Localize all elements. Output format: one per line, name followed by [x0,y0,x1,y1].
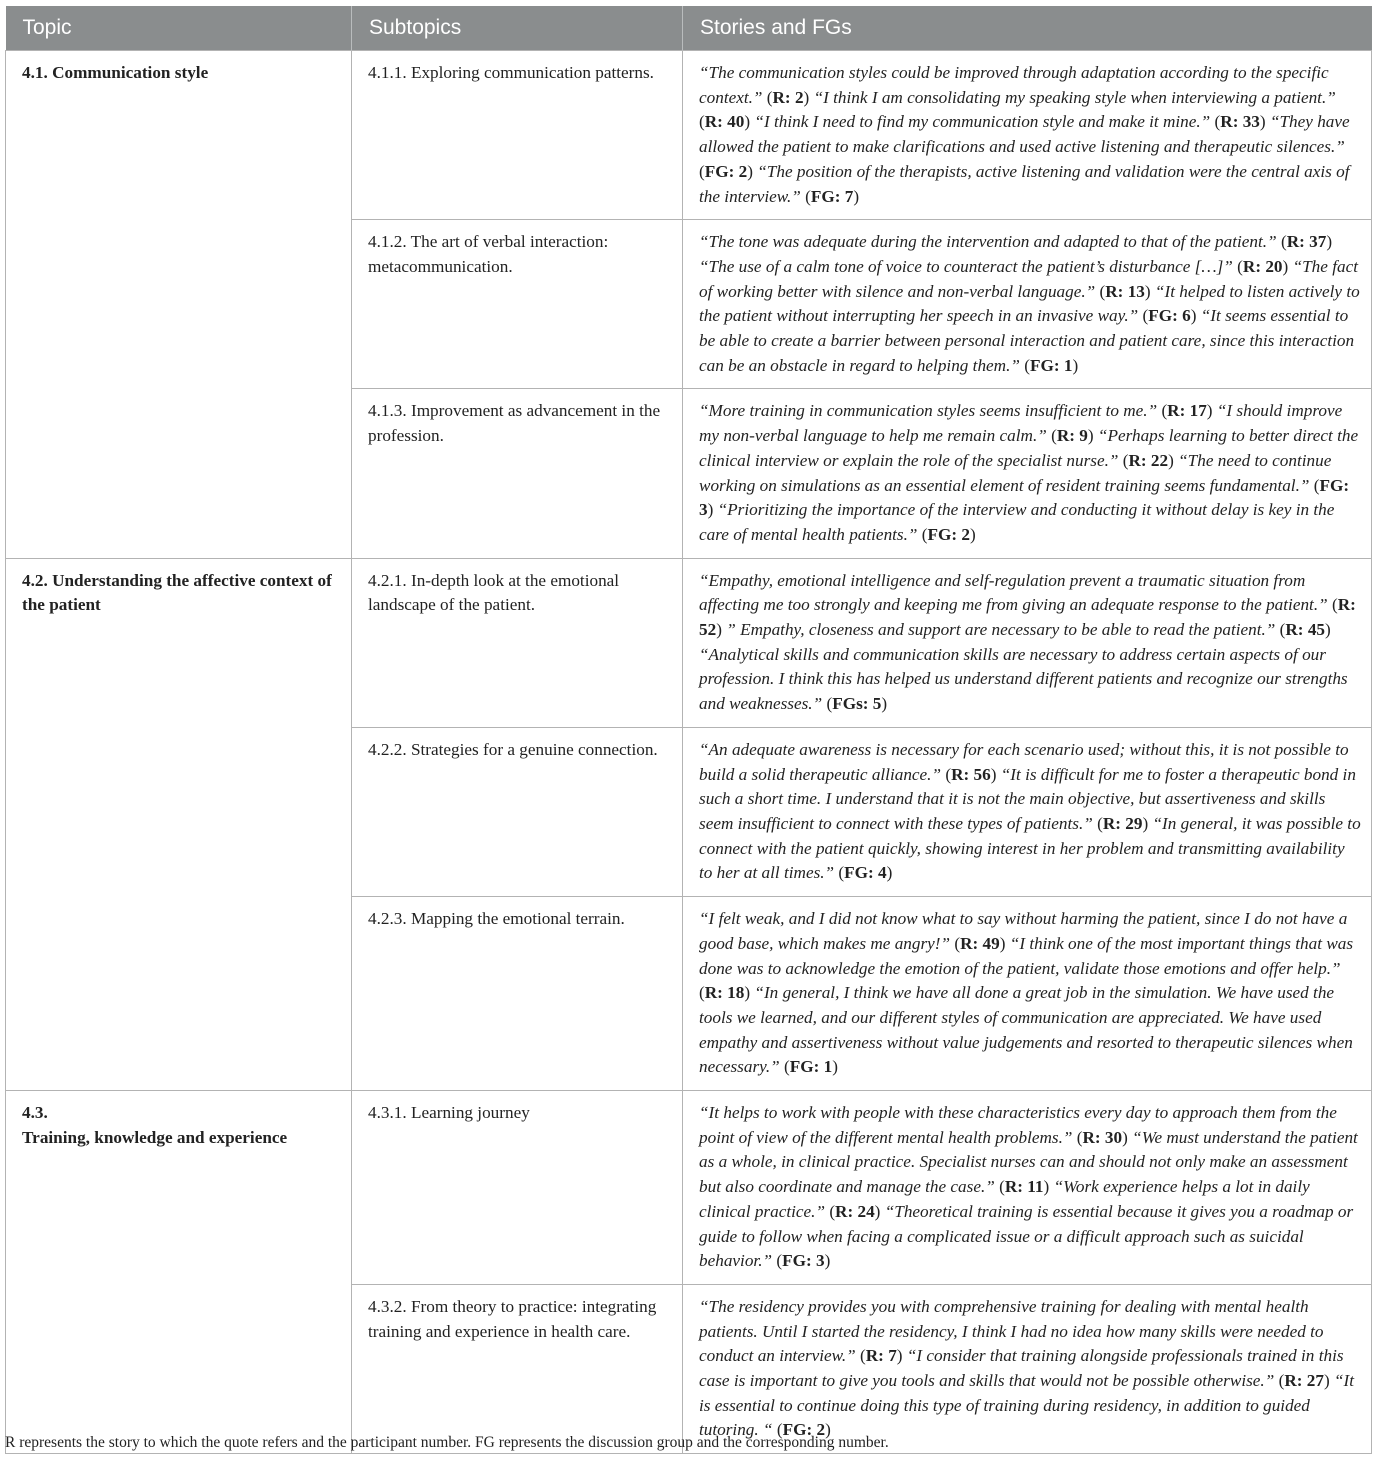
reference-code: R: 17 [1167,401,1207,421]
reference-code: FG: 6 [1148,306,1191,326]
quote-reference [1077,1128,1128,1147]
story-cell [683,558,1372,727]
quote-text: “The communication styles could be improved through adaptation according to the specific context.” [699,63,1329,107]
reference-code: R: 56 [951,764,991,784]
quote-text: “Theoretical training is essential because it gives you a roadmap or guide to follow when facing a complicated issue or a difficult approach such as suicidal behavior.” [699,1201,1354,1271]
quote-text: ” Empathy, closeness and support are necessary to be able to read the patient.” [726,620,1276,640]
reference-code: R: 7 [865,1346,897,1366]
quote-text: “The residency provides you with comprehensive training for dealing with mental health patients. Until I started the residency, I think I had no idea how many skills were needed to conduct an interview.” [699,1296,1324,1366]
reference-code: FG: 3 [782,1251,825,1271]
story-cell [683,1091,1372,1285]
quote-reference [1237,257,1288,276]
quote-text: “We must understand the patient as a whole, in clinical practice. Specialist nurses can and should not only make an assessment but also coordinate and manage the case.” [699,1127,1358,1197]
quote-text: “An adequate awareness is necessary for each scenario used; without this, it is not possible to build a solid therapeutic alliance.” [699,739,1349,784]
quote-text: “I think I need to find my communication style and make it mine.” [754,112,1211,132]
table-body [6,51,1372,1454]
reference-code: R: 33 [1220,112,1260,132]
quote-text: “I think I am consolidating my speaking style when interviewing a patient.” [813,87,1336,107]
reference-code: FG: 7 [810,186,854,206]
reference-code: FG: 4 [844,863,887,883]
topic-cell [6,1091,352,1454]
subtopic-cell: 4.2.3. Mapping the emotional terrain. [352,897,683,1091]
reference-code: FG: 3 [699,475,1350,520]
quote-text: “Work experience helps a lot in daily clinical practice.” [699,1177,1310,1221]
quote-text: “Prioritizing the importance of the interview and conducting it without delay is key in the care of mental health patients.” [699,500,1335,544]
reference-code: R: 2 [772,87,804,107]
quote-text: “It seems essential to be able to create a barrier between personal interaction and patient care, since this interaction can be an obstacle in regard to helping them.” [699,306,1355,375]
reference-code: R: 45 [1285,620,1326,640]
quote-reference [699,162,753,181]
quote-text: “I should improve my non-verbal language to help me remain calm.” [699,401,1343,446]
subtopic-cell: 4.3.1. Learning journey [352,1091,683,1285]
subtopic-cell: 4.1.2. The art of verbal interaction: metacommunication. [352,220,683,389]
quote-text: “It is difficult for me to foster a therapeutic bond in such a short time. I understand that it is not the main objective, but assertiveness and skills seem insufficient to connect with these types of patients.” [699,764,1356,833]
reference-code: FGs: 5 [832,694,882,714]
topic-number: 4.3. [22,1103,48,1123]
table-row [6,1091,1372,1285]
reference-code: FG: 1 [789,1057,833,1077]
quote-reference [1051,426,1094,445]
quote-reference [826,694,887,713]
topic-label: 4.2. Understanding the affective context of the patient [22,570,332,615]
table-footnote: R represents the story to which the quote refers and the participant number. FG represents the discussion group and the corresponding number. [5,1434,889,1451]
quote-reference [829,1202,880,1221]
themes-table [5,6,1372,1454]
quote-reference [1279,1371,1330,1390]
header-subtopics: Subtopics [352,6,683,51]
quote-text: “I felt weak, and I did not know what to say without harming the patient, since I do not have a good base, which makes me angry!” [699,909,1348,953]
quote-reference [805,187,859,206]
topic-cell [6,558,352,1090]
header-topic: Topic [6,6,352,51]
quote-text: “The need to continue working on simulations as an essential element of resident training seems fundamental.” [699,450,1332,495]
quote-reference [922,525,976,544]
reference-code: R: 52 [699,595,1356,640]
reference-code: R: 40 [704,112,745,132]
reference-code: FG: 2 [704,161,748,181]
reference-code: R: 22 [1128,450,1169,470]
table-row [6,558,1372,727]
quote-reference [1123,451,1174,470]
quote-reference [860,1346,903,1365]
header-stories: Stories and FGs [683,6,1372,51]
quote-text: “The use of a calm tone of voice to counteract the patient’s disturbance […]” [699,256,1233,276]
reference-code: R: 37 [1286,232,1327,252]
quote-reference [1097,814,1148,833]
quote-reference [776,1251,830,1270]
quote-reference [1280,620,1331,639]
reference-code: R: 9 [1056,426,1088,446]
quote-reference [838,863,892,882]
story-cell [683,1284,1372,1453]
quote-text: “It helped to listen actively to the patient without interrupting her speech in an invasive way.” [699,281,1360,326]
quote-reference [784,1057,838,1076]
quote-text: “It is essential to continue doing this type of training during residency, in addition to guided tutoring. “ [699,1371,1355,1440]
quote-text: “Analytical skills and communication skills are necessary to address certain aspects of our profession. I think this has helped us understand different patients and recognize our strengths and weaknesses.” [699,644,1348,714]
quote-text: “The tone was adequate during the intervention and adapted to that of the patient.” [699,232,1277,252]
table-header-row [6,6,1372,51]
quote-reference [1215,112,1266,131]
topic-label: 4.1. Communication style [22,63,209,82]
quote-reference [1024,356,1078,375]
reference-code: R: 18 [704,983,745,1003]
quote-reference [767,88,810,107]
reference-code: R: 13 [1105,281,1145,301]
quote-text: “More training in communication styles seems insufficient to me.” [699,401,1158,421]
quote-text: “The fact of working better with silence and non-verbal language.” [699,256,1358,301]
reference-code: FG: 2 [927,524,970,544]
reference-code: R: 30 [1082,1127,1123,1147]
subtopic-cell: 4.2.1. In-depth look at the emotional landscape of the patient. [352,558,683,727]
quote-text: “In general, it was possible to connect with the patient quickly, showing interest in her problem and transmitting availability to her at all times.” [699,813,1361,883]
reference-code: R: 24 [835,1201,875,1221]
quote-text: “It helps to work with people with these characteristics every day to approach them from the point of view of the different mental health problems.” [699,1103,1337,1147]
story-cell [683,389,1372,558]
quote-reference [699,983,750,1002]
quote-reference [1281,232,1332,251]
story-cell [683,727,1372,896]
quote-text: “I consider that training alongside professionals trained in this case is important to give you tools and skills that would not be possible otherwise.” [699,1346,1344,1391]
subtopic-cell: 4.1.3. Improvement as advancement in the profession. [352,389,683,558]
quote-reference [954,934,1005,953]
topic-label: Training, knowledge and experience [22,1127,288,1147]
reference-code: FG: 1 [1029,355,1073,375]
reference-code: R: 20 [1242,256,1283,276]
quote-text: “I think one of the most important things that was done was to acknowledge the emotion of the patient, validate those emotions and offer help.” [699,933,1354,978]
subtopic-cell: 4.3.2. From theory to practice: integrating training and experience in health care. [352,1284,683,1453]
story-cell [683,220,1372,389]
quote-reference [1100,282,1151,301]
topic-cell [6,51,352,559]
reference-code: R: 27 [1284,1371,1324,1391]
quote-text: “Empathy, emotional intelligence and self-regulation prevent a traumatic situation from affecting me too strongly and keeping me from giving an adequate response to the patient.” [699,570,1328,615]
quote-reference [1161,401,1212,420]
quote-reference [1142,306,1196,325]
quote-text: “Perhaps learning to better direct the clinical interview or explain the role of the specialist nurse.” [699,426,1359,470]
quote-text: “The position of the therapists, active listening and validation were the central axis of the interview.” [699,161,1350,206]
quote-text: “They have allowed the patient to make clarifications and used active listening and therapeutic silences.” [699,112,1350,157]
reference-code: FG: 2 [782,1420,826,1440]
reference-code: R: 11 [1004,1177,1044,1197]
quote-reference [699,112,750,131]
quote-text: “In general, I think we have all done a great job in the simulation. We have used the tools we learned, and our different styles of communication are appreciated. We have used empathy and assertiveness without value judgements and resorted to therapeutic silences when necessary.” [699,983,1353,1077]
story-cell [683,51,1372,220]
story-cell [683,897,1372,1091]
quote-reference [999,1177,1049,1196]
reference-code: R: 29 [1102,813,1143,833]
table-row [6,51,1372,220]
subtopic-cell: 4.2.2. Strategies for a genuine connection. [352,727,683,896]
quote-reference [945,765,996,784]
reference-code: R: 49 [960,933,1000,953]
subtopic-cell: 4.1.1. Exploring communication patterns. [352,51,683,220]
